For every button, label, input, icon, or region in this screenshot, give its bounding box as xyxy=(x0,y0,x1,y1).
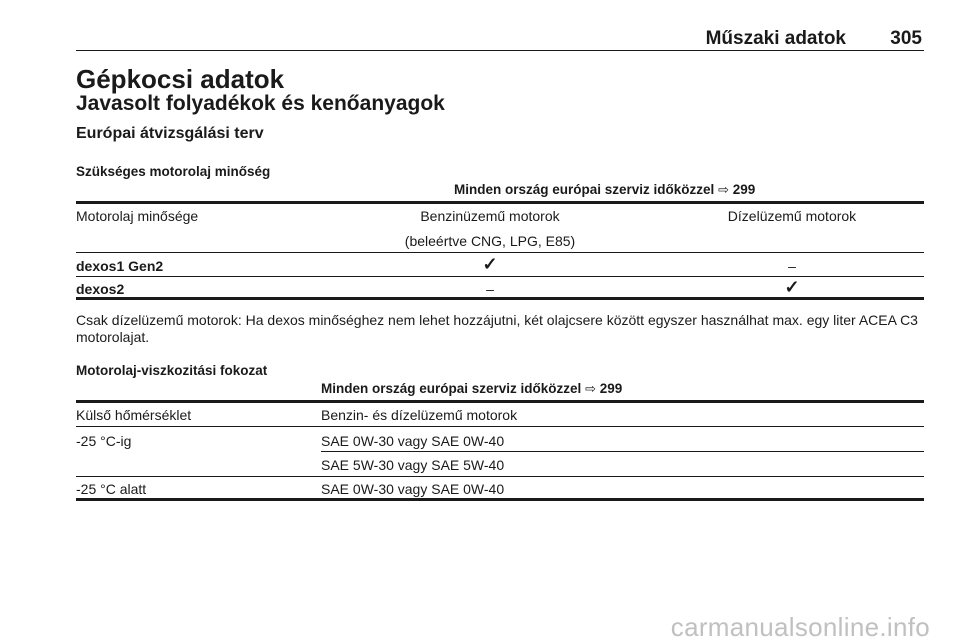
chapter-heading: Gépkocsi adatok xyxy=(76,64,285,94)
arrow-right-icon: ⇨ xyxy=(585,381,596,396)
grade-cell: SAE 0W-30 vagy SAE 0W-40 xyxy=(321,481,505,497)
oil-quality-heading: Szükséges motorolaj minőség xyxy=(76,164,271,179)
row-label: dexos1 Gen2 xyxy=(76,258,164,274)
col-header-engines: Benzin- és dízelüzemű motorok xyxy=(321,407,518,423)
table-header-rule xyxy=(76,426,924,427)
col-header-petrol-sub: (beleértve CNG, LPG, E85) xyxy=(404,233,576,249)
grade-cell: SAE 0W-30 vagy SAE 0W-40 xyxy=(321,433,505,449)
temp-cell: -25 °C alatt xyxy=(76,481,147,497)
row-label: dexos2 xyxy=(76,281,125,297)
col-header-temperature: Külső hőmérséklet xyxy=(76,407,192,423)
table-bottom-rule xyxy=(76,498,924,501)
viscosity-caption xyxy=(321,381,622,397)
table-bottom-rule xyxy=(76,297,924,300)
col-header-diesel: Dízelüzemű motorok xyxy=(727,208,857,224)
check-icon: ✓ xyxy=(784,277,800,297)
table-top-rule xyxy=(76,400,924,403)
viscosity-heading: Motorolaj-viszkozitási fokozat xyxy=(76,363,268,378)
table-top-rule xyxy=(76,201,924,204)
diesel-note: Csak dízelüzemű motorok: Ha dexos minőséghez nem lehet hozzájutni, két olajcsere között egyszer használhat max. egy liter ACEA C3 motorolajat. xyxy=(76,312,918,345)
col-header-oil-quality: Motorolaj minősége xyxy=(76,208,199,224)
grade-cell: SAE 5W-30 vagy SAE 5W-40 xyxy=(321,457,505,473)
table-header-rule xyxy=(76,252,924,253)
oil-quality-caption xyxy=(454,182,755,198)
row-rule xyxy=(76,476,924,477)
dash-mark: – xyxy=(486,281,494,297)
section-heading: Javasolt folyadékok és kenőanyagok xyxy=(76,92,445,115)
oil-quality-caption-ref[interactable]: 299 xyxy=(732,182,756,197)
viscosity-caption-ref[interactable]: 299 xyxy=(599,381,623,396)
col-header-petrol: Benzinüzemű motorok xyxy=(420,208,560,224)
section-title: Műszaki adatok xyxy=(705,28,846,49)
row-rule xyxy=(321,451,924,452)
arrow-right-icon: ⇨ xyxy=(718,182,729,197)
dash-mark: – xyxy=(788,258,796,274)
check-icon: ✓ xyxy=(482,254,498,274)
subsection-heading: Európai átvizsgálási terv xyxy=(76,125,264,142)
oil-quality-caption-text: Minden ország európai szerviz időközzel xyxy=(454,182,715,197)
viscosity-caption-text: Minden ország európai szerviz időközzel xyxy=(321,381,582,396)
page-number: 305 xyxy=(890,28,922,49)
page-header xyxy=(76,28,924,51)
watermark: carmanualsonline.info xyxy=(670,612,930,642)
temp-cell: -25 °C-ig xyxy=(76,433,132,449)
